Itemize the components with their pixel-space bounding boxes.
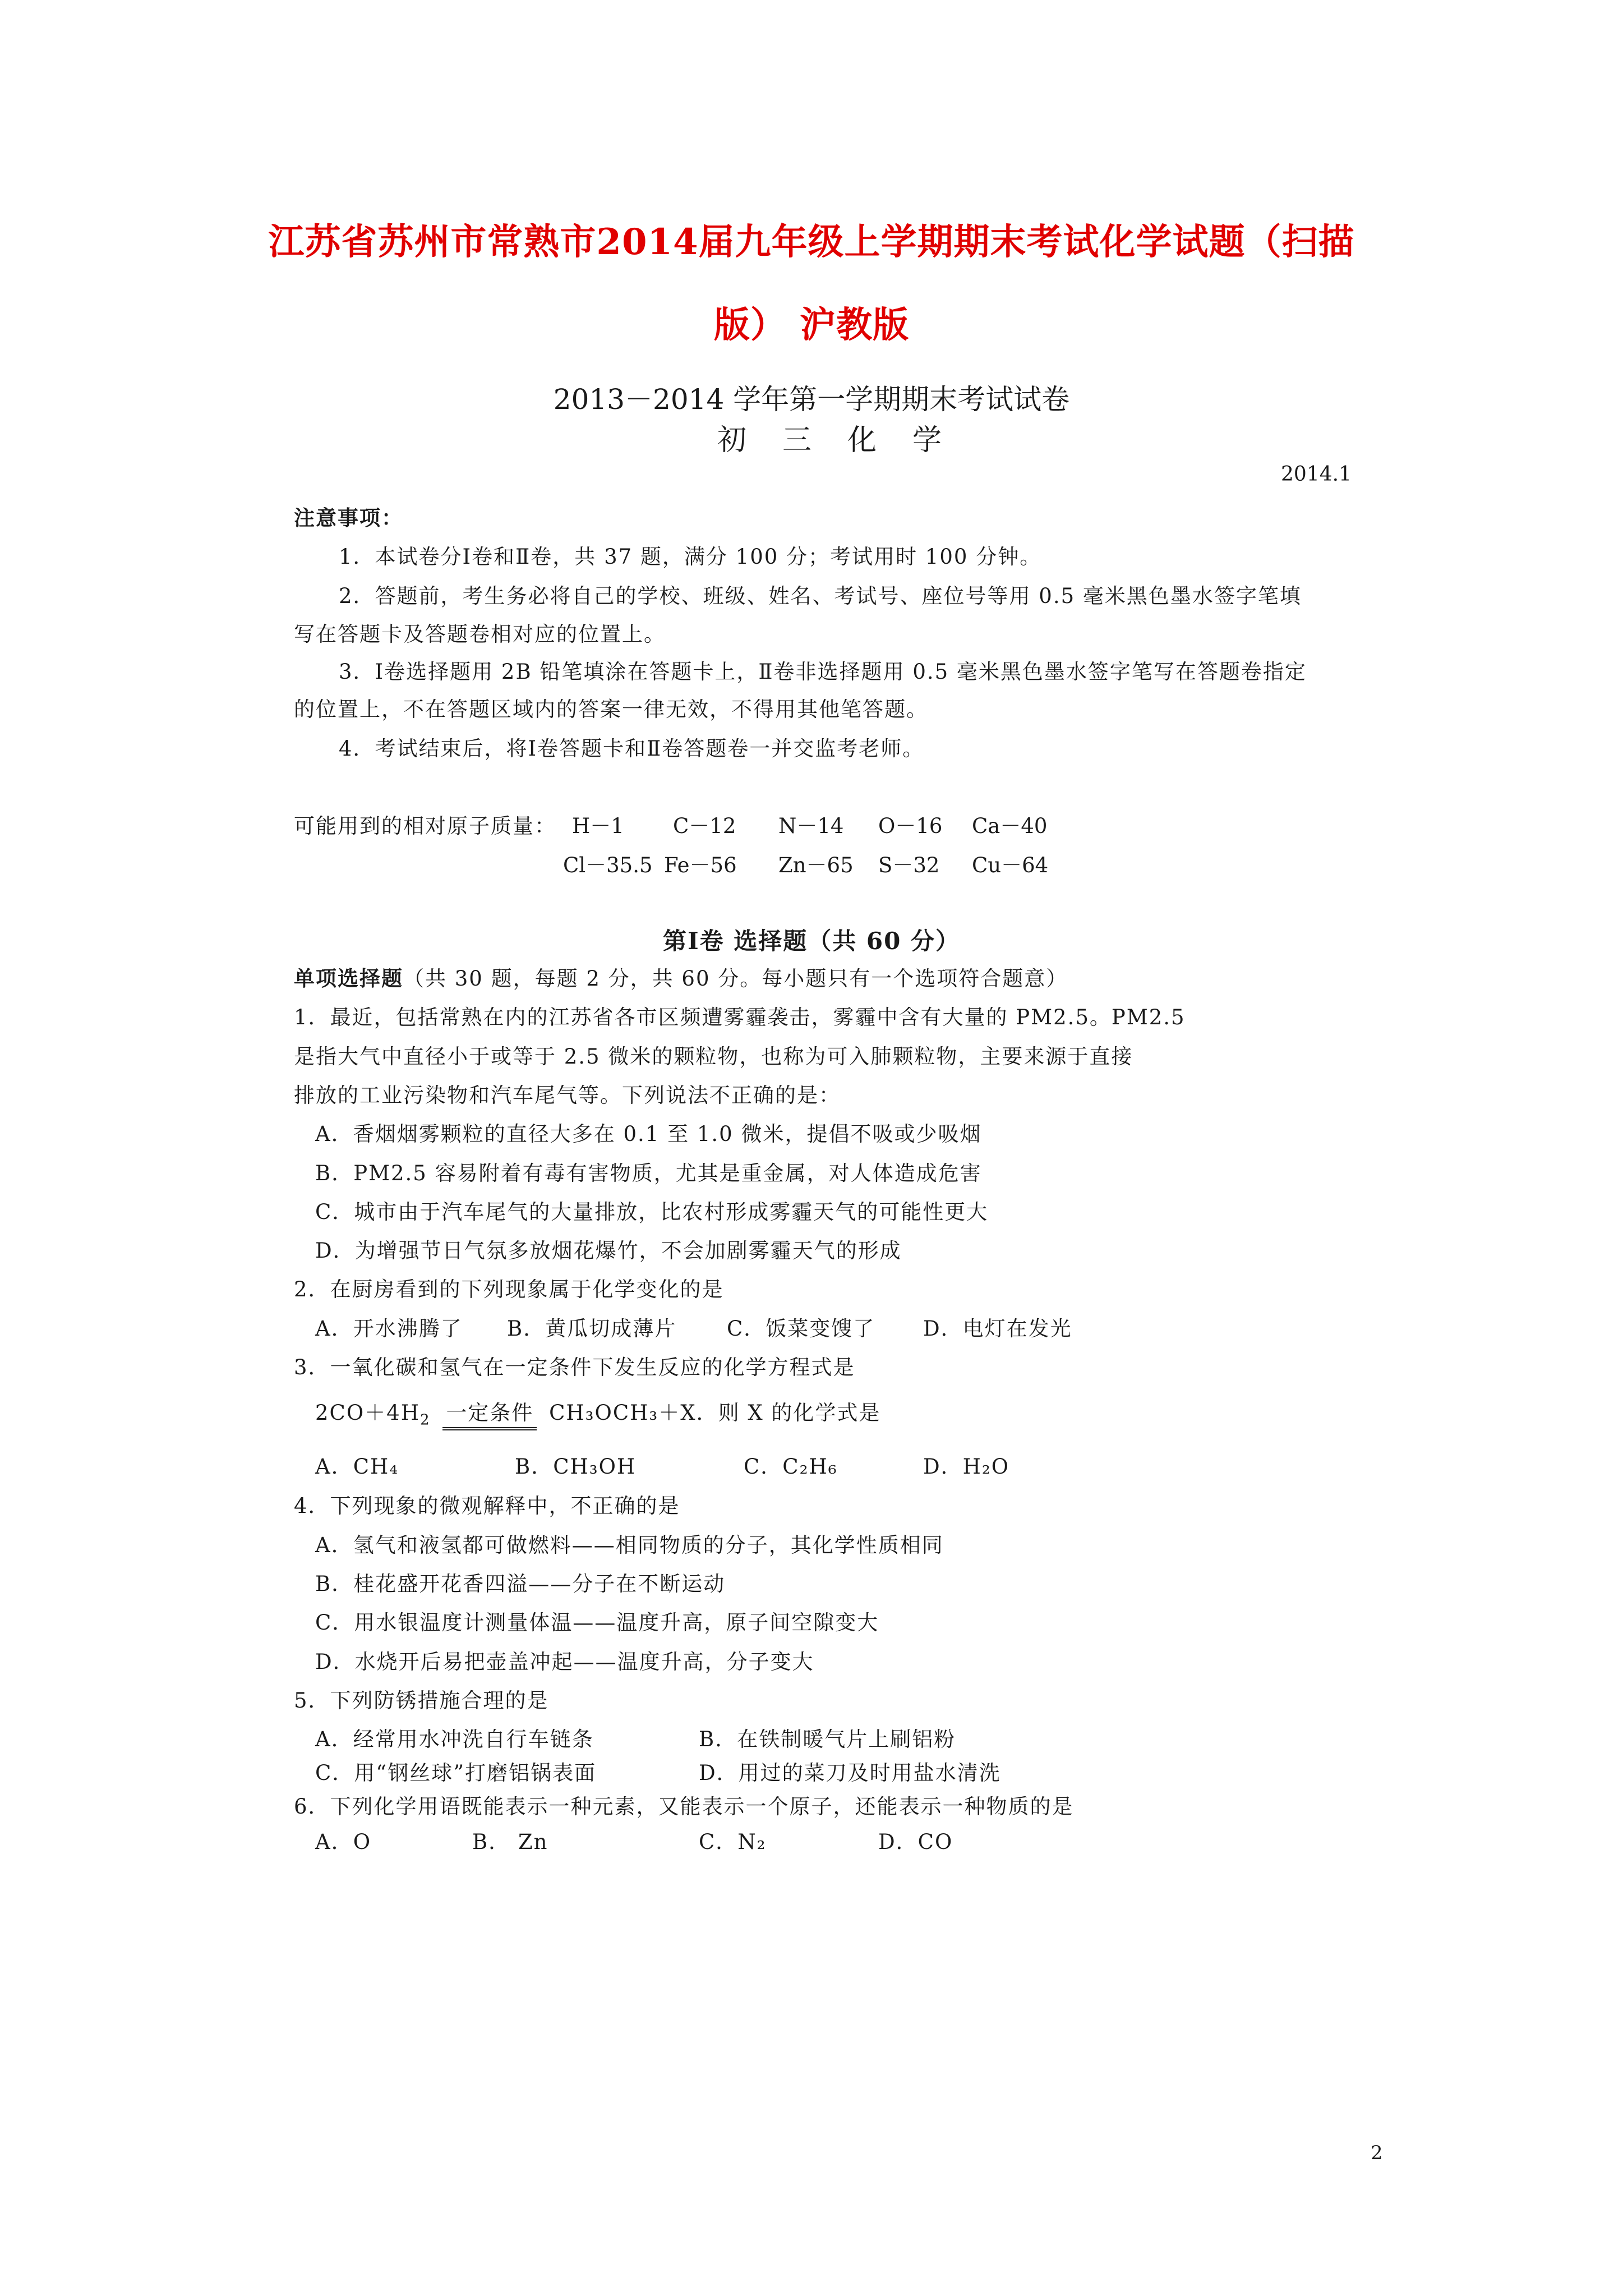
answer-option: C．用“钢丝球”打磨铝锅表面 [315, 1761, 597, 1785]
answer-option: D．CO [878, 1830, 953, 1854]
equation-subscript: 2 [420, 1411, 431, 1429]
answer-option: D．H₂O [923, 1455, 1010, 1479]
answer-option: A．开水沸腾了 [315, 1317, 463, 1341]
answer-option: B．PM2.5 容易附着有毒有害物质，尤其是重金属，对人体造成危害 [315, 1161, 982, 1185]
answer-option: B．桂花盛开花香四溢——分子在不断运动 [315, 1572, 726, 1596]
answer-option: A．经常用水冲洗自行车链条 [315, 1727, 594, 1751]
atomic-mass-label: 可能用到的相对原子质量： [294, 814, 556, 838]
atomic-mass-item: C－12 [673, 814, 736, 838]
answer-option: D．为增强节日气氛多放烟花爆竹，不会加剧雾霾天气的形成 [315, 1239, 902, 1263]
exam-heading: 2013－2014 学年第一学期期末考试试卷 [553, 383, 1070, 416]
subject-heading: 初三化学 [717, 424, 978, 457]
answer-option: D．电灯在发光 [923, 1317, 1072, 1341]
instruction-text: （共 30 题，每题 2 分，共 60 分。每小题只有一个选项符合题意） [403, 967, 1068, 991]
atomic-mass-item: S－32 [878, 853, 940, 877]
answer-option: A．香烟烟雾颗粒的直径大多在 0.1 至 1.0 微米，提倡不吸或少吸烟 [315, 1122, 982, 1146]
answer-option: C．饭菜变馊了 [727, 1317, 875, 1341]
document-title-line1: 江苏省苏州市常熟市2014届九年级上学期期末考试化学试题（扫描 [268, 221, 1355, 263]
chemical-equation [315, 1396, 880, 1430]
note-item: 1．本试卷分Ⅰ卷和Ⅱ卷，共 37 题，满分 100 分；考试用时 100 分钟。 [339, 545, 1042, 569]
atomic-mass-item: Ca－40 [972, 814, 1048, 838]
note-item: 4．考试结束后，将Ⅰ卷答题卡和Ⅱ卷答题卷一并交监考老师。 [339, 737, 925, 761]
reaction-condition: 一定条件 [442, 1396, 537, 1430]
note-item: 2．答题前，考生务必将自己的学校、班级、姓名、考试号、座位号等用 0.5 毫米黑色墨水签字笔填 [339, 584, 1302, 608]
question-text: 6．下列化学用语既能表示一种元素，又能表示一个原子，还能表示一种物质的是 [294, 1795, 1074, 1819]
atomic-mass-item: Cl－35.5 [563, 853, 653, 877]
answer-option: A．氢气和液氢都可做燃料——相同物质的分子，其化学性质相同 [315, 1533, 944, 1557]
atomic-mass-item: N－14 [778, 814, 844, 838]
exam-date: 2014.1 [1281, 463, 1352, 486]
question-text: 4．下列现象的微观解释中，不正确的是 [294, 1494, 680, 1518]
question-text: 1．最近，包括常熟在内的江苏省各市区频遭雾霾袭击，雾霾中含有大量的 PM2.5。PM2.5 [294, 1005, 1186, 1029]
answer-option: A．O [315, 1830, 372, 1854]
atomic-mass-item: Fe－56 [664, 853, 737, 877]
instruction-label: 单项选择题 [294, 966, 403, 991]
answer-option: D．水烧开后易把壶盖冲起——温度升高，分子变大 [315, 1650, 814, 1674]
notes-label: 注意事项： [294, 505, 403, 530]
answer-option: C．用水银温度计测量体温——温度升高，原子间空隙变大 [315, 1611, 879, 1635]
question-text: 5．下列防锈措施合理的是 [294, 1688, 549, 1713]
atomic-mass-item: H－1 [572, 814, 624, 838]
note-item: 写在答题卡及答题卷相对应的位置上。 [294, 622, 666, 646]
section-instruction [294, 961, 1068, 992]
question-text: 是指大气中直径小于或等于 2.5 微米的颗粒物，也称为可入肺颗粒物，主要来源于直接 [294, 1045, 1133, 1069]
question-text: 3．一氧化碳和氢气在一定条件下发生反应的化学方程式是 [294, 1355, 855, 1379]
equation-products: CH₃OCH₃＋X．则 X 的化学式是 [549, 1401, 881, 1425]
answer-option: C．N₂ [699, 1830, 767, 1854]
section-title: 第Ⅰ卷 选择题（共 60 分） [663, 927, 960, 955]
answer-option: C．C₂H₆ [744, 1455, 838, 1479]
answer-option: B．在铁制暖气片上刷铝粉 [699, 1727, 956, 1751]
question-text: 排放的工业污染物和汽车尾气等。下列说法不正确的是： [294, 1083, 841, 1107]
atomic-mass-item: Zn－65 [778, 853, 854, 877]
answer-option: B． Zn [472, 1830, 548, 1854]
answer-option: C．城市由于汽车尾气的大量排放，比农村形成雾霾天气的可能性更大 [315, 1200, 989, 1224]
answer-option: A．CH₄ [315, 1455, 399, 1479]
page-number: 2 [1371, 2142, 1383, 2164]
atomic-mass-item: Cu－64 [972, 853, 1049, 877]
note-item: 3．Ⅰ卷选择题用 2B 铅笔填涂在答题卡上，Ⅱ卷非选择题用 0.5 毫米黑色墨水签字笔写在答题卷指定 [339, 660, 1307, 684]
answer-option: B．黄瓜切成薄片 [507, 1317, 677, 1341]
answer-option: B．CH₃OH [515, 1455, 637, 1479]
question-text: 2．在厨房看到的下列现象属于化学变化的是 [294, 1277, 724, 1301]
document-title-line2: 版） 沪教版 [713, 304, 910, 346]
equation-reactants: 2CO＋4H [315, 1401, 420, 1425]
answer-option: D．用过的菜刀及时用盐水清洗 [699, 1761, 1001, 1785]
atomic-mass-item: O－16 [878, 814, 943, 838]
note-item: 的位置上，不在答题区域内的答案一律无效，不得用其他笔答题。 [294, 697, 928, 721]
